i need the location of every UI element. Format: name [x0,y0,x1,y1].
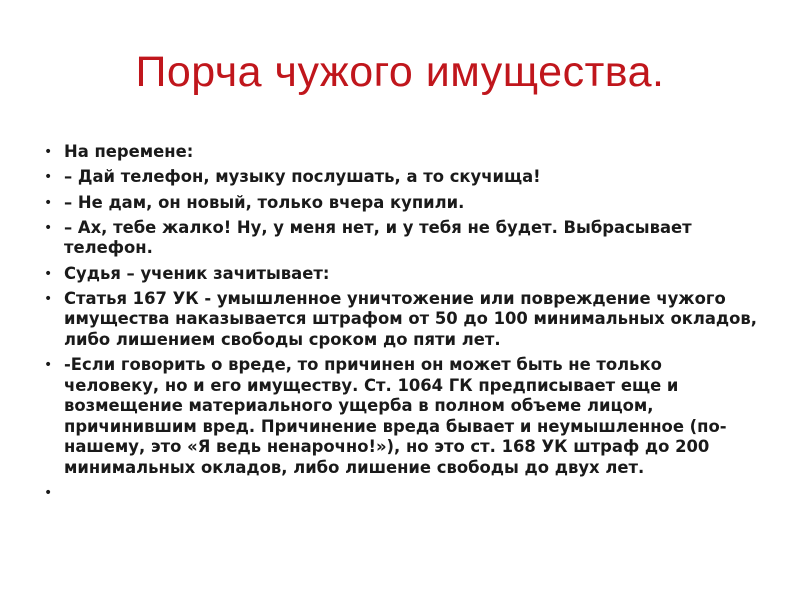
bullet-text: -Если говорить о вреде, то причинен он может быть не только человеку, но и его имуществу. Ст. 1064 ГК предписывает еще и возмещение материального ущерба в полном объеме лицом, причинившим вред. Причинение вреда бывает и неумышленное (по-нашему, это «Я ведь ненарочно!»), но это ст. 168 УК штраф до 200 минимальных окладов, либо лишение свободы до двух лет. [64,355,727,477]
bullet-text: – Дай телефон, музыку послушать, а то скучища! [64,167,541,187]
bullet-item [40,142,760,163]
bullet-icon: • [44,194,53,211]
bullet-text: – Не дам, он новый, только вчера купили. [64,192,465,212]
bullet-item [40,193,760,214]
bullet-item [40,289,760,351]
bullet-icon: • [44,265,53,282]
bullet-item [40,167,760,188]
bullet-icon: • [44,485,53,502]
bullet-text: Судья – ученик зачитывает: [64,263,330,283]
bullet-icon: • [44,357,53,374]
bullet-text: На перемене: [64,142,194,161]
bullet-icon: • [44,144,53,160]
bullet-text: – Ах, тебе жалко! Ну, у меня нет, и у тебя не будет. Выбрасывает телефон. [64,217,692,258]
bullet-icon: • [44,219,53,236]
bullet-item [40,264,760,285]
bullet-icon: • [44,290,53,307]
bullet-item [40,355,760,478]
bullet-list [40,142,760,502]
slide-title: Порча чужого имущества. [135,48,665,96]
bullet-icon: • [44,169,53,186]
bullet-text: Статья 167 УК - умышленное уничтожение или повреждение чужого имущества наказывается штрафом от 50 до 100 минимальных окладов, либо лишением свободы сроком до пяти лет. [64,288,757,349]
bullet-item [40,218,760,259]
